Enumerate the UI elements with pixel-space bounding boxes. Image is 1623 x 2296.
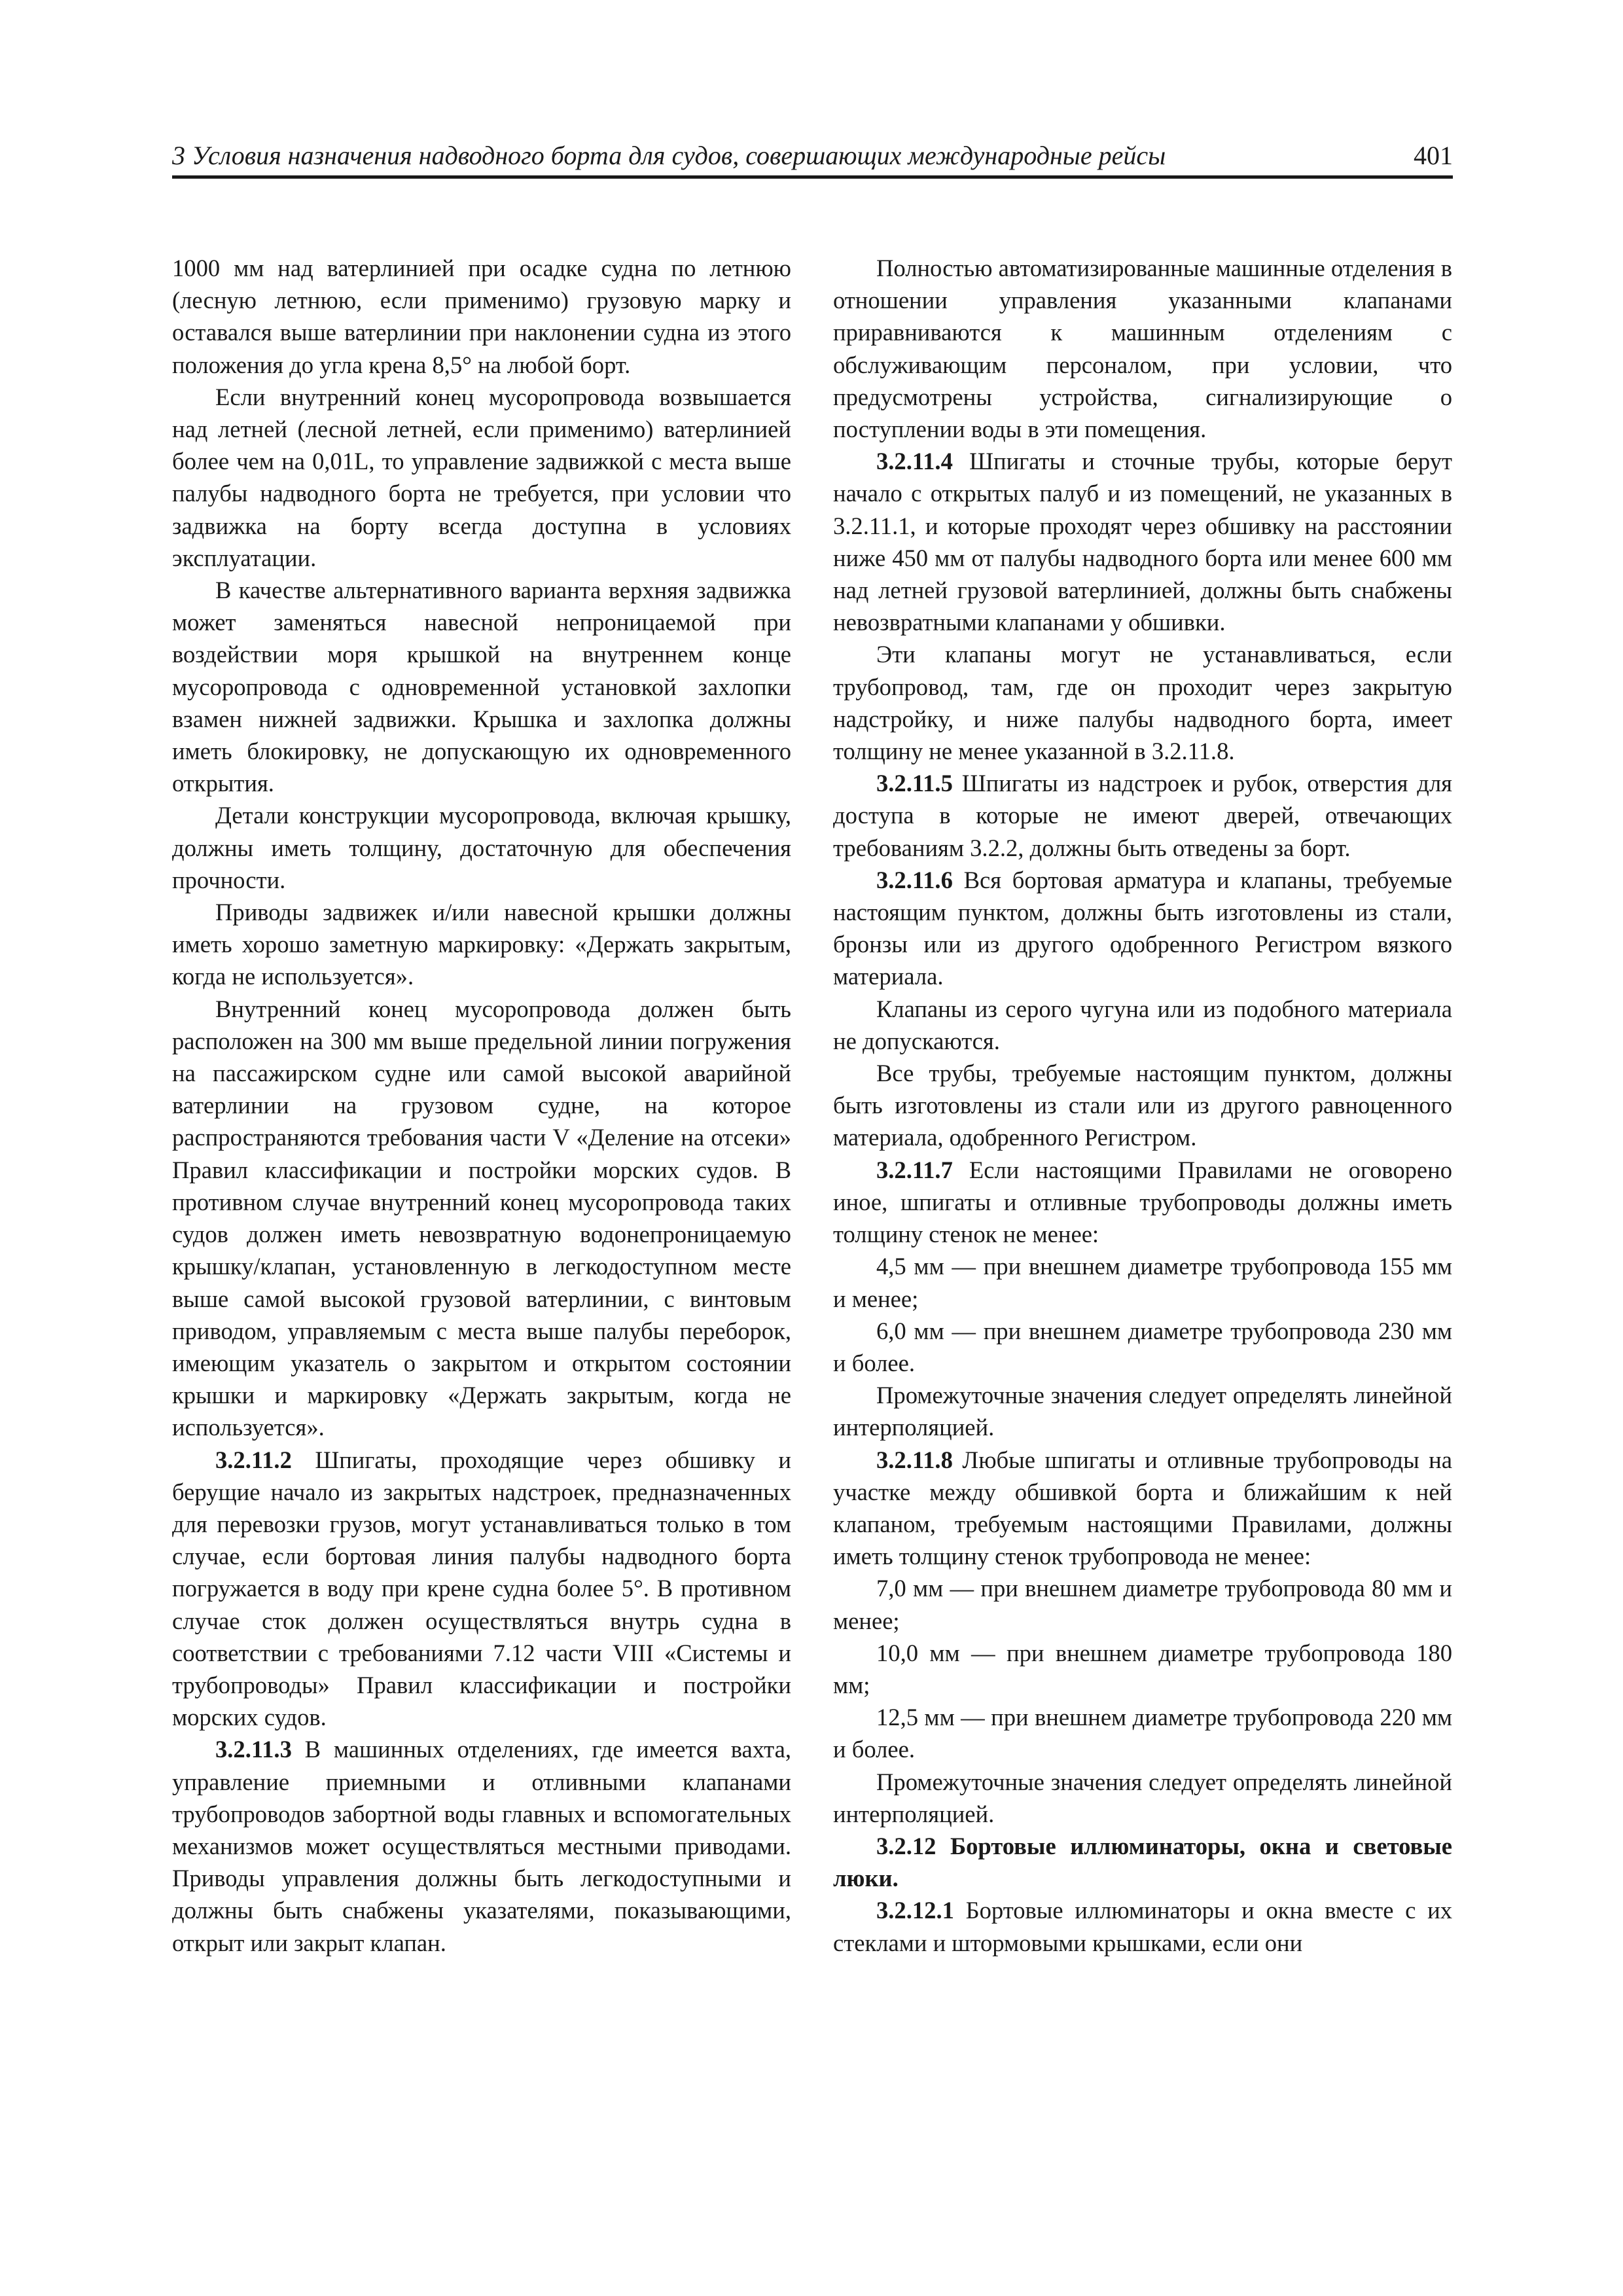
clause-number: 3.2.12 Бортовые иллюминаторы, окна и световые люки. [833, 1832, 1452, 1892]
paragraph-text: Шпигаты, проходящие через обшивку и берущие начало из закрытых надстроек, предназначенных для перевозки грузов, могут устанавливаться только в том случае, если бортовая линия палубы надводного борта погружается в воду при крене судна более 5°. В противном случае сток должен осуществляться внутрь судна в соответствии с требованиями 7.12 части VIII «Системы и трубопроводы» Правил классификации и постройки морских судов. [172, 1446, 791, 1731]
paragraph-text: Приводы задвижек и/или навесной крышки должны иметь хорошо заметную маркировку: «Держать закрытым, когда не используется». [172, 899, 791, 990]
paragraph-text: 1000 мм над ватерлинией при осадке судна по летнюю (лесную летнюю, если применимо) грузовую марку и оставался выше ватерлинии при наклонении судна из этого положения до угла крена 8,5° на любой борт. [172, 255, 791, 378]
clause-number: 3.2.11.4 [876, 448, 953, 475]
paragraph [833, 1250, 1452, 1314]
paragraph [172, 381, 791, 574]
paragraph [833, 864, 1452, 993]
paragraph-text: Шпигаты и сточные трубы, которые берут начало с открытых палуб и из помещений, не указанных в 3.2.11.1, и которые проходят через обшивку на расстоянии ниже 450 мм от палубы надводного борта или менее 600 мм над летней грузовой ватерлинией, должны быть снабжены невозвратными клапанами у обшивки. [833, 448, 1452, 636]
paragraph [833, 252, 1452, 445]
paragraph [172, 574, 791, 799]
paragraph-text: Клапаны из серого чугуна или из подобного материала не допускаются. [833, 995, 1452, 1054]
paragraph [172, 1444, 791, 1734]
paragraph-text: Если внутренний конец мусоропровода возвышается над летней (лесной летней, если применимо) ватерлинией более чем на 0,01L, то управление задвижкой с места выше палубы надводного борта не требуется, при условии что задвижка на борту всегда доступна в условиях эксплуатации. [172, 383, 791, 571]
paragraph-text: Промежуточные значения следует определять линейной интерполяцией. [833, 1768, 1452, 1827]
paragraph-text: Полностью автоматизированные машинные отделения в отношении управления указанными клапанами приравниваются к машинным отделениям с обслуживающим персоналом, при условии, что предусмотрены устройства, сигнализирующие о поступлении воды в эти помещения. [833, 255, 1452, 443]
paragraph-text: Любые шпигаты и отливные трубопроводы на участке между обшивкой борта и ближайшим к ней клапаном, требуемым настоящими Правилами, должны иметь толщину стенок трубопровода не менее: [833, 1446, 1452, 1570]
clause-number: 3.2.11.7 [876, 1156, 953, 1183]
paragraph-text: Внутренний конец мусоропровода должен быть расположен на 300 мм выше предельной линии погружения на пассажирском судне или самой высокой аварийной ватерлинии на грузовом судне, на которое распространяются требования части V «Деление на отсеки» Правил классификации и постройки морских судов. В противном случае внутренний конец мусоропровода таких судов должен иметь невозвратную водонепроницаемую крышку/клапан, установленную в легкодоступном месте выше самой высокой грузовой ватерлинии, с винтовым приводом, управляемым с места выше палубы переборок, имеющим указатель о закрытом и открытом состоянии крышки и маркировку «Держать закрытым, когда не используется». [172, 995, 791, 1441]
paragraph [833, 638, 1452, 767]
paragraph-text: В машинных отделениях, где имеется вахта, управление приемными и отливными клапанами трубопроводов забортной воды главных и вспомогательных механизмов может осуществляться местными приводами. Приводы управления должны быть легкодоступными и должны быть снабжены указателями, показывающими, открыт или закрыт клапан. [172, 1736, 791, 1956]
paragraph-text: Все трубы, требуемые настоящим пунктом, должны быть изготовлены из стали или из другого равноценного материала, одобренного Регистром. [833, 1060, 1452, 1151]
clause-number: 3.2.11.8 [876, 1446, 953, 1473]
paragraph [833, 1701, 1452, 1765]
paragraph [833, 1894, 1452, 1958]
paragraph [833, 1572, 1452, 1636]
paragraph-text: 10,0 мм — при внешнем диаметре трубопровода 180 мм; [833, 1639, 1452, 1698]
paragraph [833, 1154, 1452, 1251]
paragraph [172, 1733, 791, 1958]
header-title: 3 Условия назначения надводного борта для судов, совершающих международные рейсы [172, 141, 1166, 170]
paragraph [833, 1766, 1452, 1830]
paragraph [833, 1315, 1452, 1379]
paragraph-text: Бортовые иллюминаторы и окна вместе с их стеклами и штормовыми крышками, если они [833, 1897, 1452, 1956]
paragraph [172, 993, 791, 1444]
paragraph-text: Если настоящими Правилами не оговорено иное, шпигаты и отливные трубопроводы должны иметь толщину стенок не менее: [833, 1156, 1452, 1248]
paragraph [833, 1379, 1452, 1443]
paragraph-text: Вся бортовая арматура и клапаны, требуемые настоящим пунктом, должны быть изготовлены из стали, бронзы или из другого одобренного Регистром вязкого материала. [833, 866, 1452, 990]
clause-number: 3.2.11.3 [215, 1736, 292, 1763]
paragraph-text: 6,0 мм — при внешнем диаметре трубопровода 230 мм и более. [833, 1317, 1452, 1376]
clause-number: 3.2.11.6 [876, 866, 953, 893]
paragraph-text: 12,5 мм — при внешнем диаметре трубопровода 220 мм и более. [833, 1704, 1452, 1763]
paragraph [833, 1637, 1452, 1701]
paragraph-text: Шпигаты из надстроек и рубок, отверстия для доступа в которые не имеют дверей, отвечающих требованиям 3.2.2, должны быть отведены за борт. [833, 770, 1452, 861]
paragraph-text: Детали конструкции мусоропровода, включая крышку, должны иметь толщину, достаточную для обеспечения прочности. [172, 802, 791, 893]
paragraph [172, 896, 791, 993]
paragraph-text: В качестве альтернативного варианта верхняя задвижка может заменяться навесной непроницаемой при воздействии моря крышкой на внутреннем конце мусоропровода с одновременной установкой захлопки взамен нижней задвижки. Крышка и захлопка должны иметь блокировку, не допускающую их одновременного открытия. [172, 577, 791, 797]
clause-number: 3.2.11.2 [215, 1446, 292, 1473]
right-column [833, 252, 1452, 1959]
paragraph-text: 4,5 мм — при внешнем диаметре трубопровода 155 мм и менее; [833, 1253, 1452, 1312]
paragraph [172, 799, 791, 896]
paragraph [833, 445, 1452, 638]
paragraph [833, 1444, 1452, 1573]
page-number: 401 [1414, 141, 1453, 170]
header-rule [172, 175, 1453, 179]
paragraph [172, 252, 791, 381]
clause-number: 3.2.11.5 [876, 770, 953, 797]
paragraph [833, 993, 1452, 1057]
paragraph-text: Промежуточные значения следует определять линейной интерполяцией. [833, 1382, 1452, 1441]
clause-number: 3.2.12.1 [876, 1897, 954, 1924]
paragraph [833, 1057, 1452, 1154]
left-column [172, 252, 791, 1959]
running-header [172, 139, 1453, 178]
paragraph-text: 7,0 мм — при внешнем диаметре трубопровода 80 мм и менее; [833, 1575, 1452, 1634]
paragraph [833, 1830, 1452, 1894]
paragraph-text: Эти клапаны могут не устанавливаться, если трубопровод, там, где он проходит через закрытую надстройку, и ниже палубы надводного борта, имеет толщину не менее указанной в 3.2.11.8. [833, 641, 1452, 765]
paragraph [833, 767, 1452, 864]
